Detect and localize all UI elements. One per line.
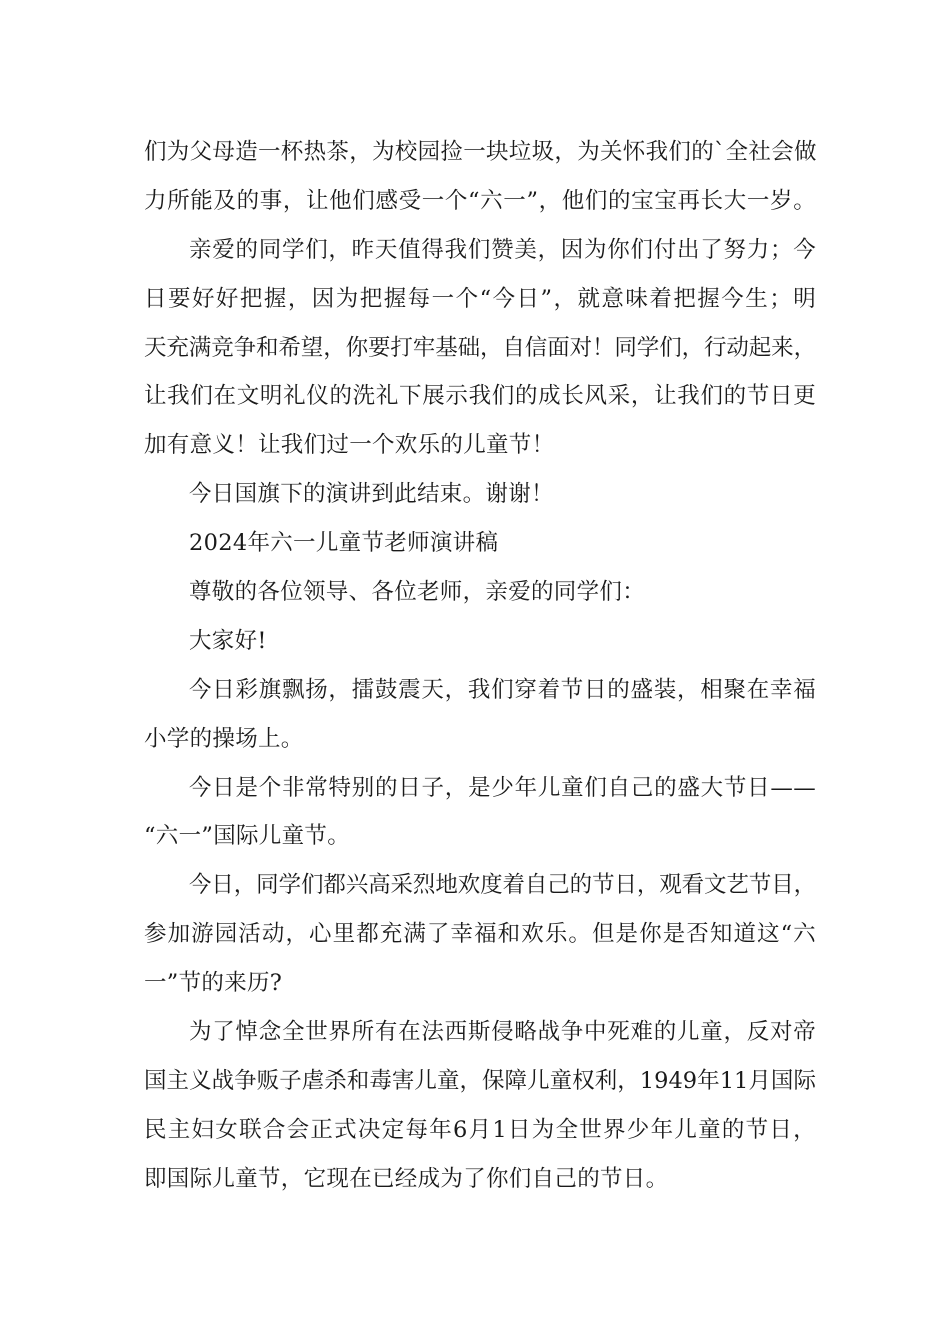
text-line: 日要好好把握，因为把握每一个“今日”，就意味着把握今生；明 (144, 285, 816, 312)
text-line: 国主义战争贩子虐杀和毒害儿童，保障儿童权利，1949年11月国际 (144, 1067, 816, 1094)
text-line: 今日国旗下的演讲到此结束。谢谢！ (189, 481, 554, 508)
text-line: “六一”国际儿童节。 (144, 823, 351, 850)
text-line: 今日，同学们都兴高采烈地欢度着自己的节日，观看文艺节目， (189, 872, 816, 899)
text-line: 小学的操场上。 (144, 725, 304, 752)
text-line: 一”节的来历? (144, 970, 283, 997)
text-line: 们为父母造一杯热茶，为校园捡一块垃圾，为关怀我们的`全社会做 (144, 139, 817, 165)
document-text-body (144, 128, 816, 1204)
salutation-line: 尊敬的各位领导、各位老师，亲爱的同学们： (189, 579, 646, 606)
heading-line: 2024年六一儿童节老师演讲稿 (189, 530, 499, 557)
text-line: 为了悼念全世界所有在法西斯侵略战争中死难的儿童，反对帝 (189, 1019, 816, 1046)
text-line: 力所能及的事，让他们感受一个“六一”，他们的宝宝再长大一岁。 (144, 187, 816, 214)
text-line: 今日彩旗飘扬，擂鼓震天，我们穿着节日的盛装，相聚在幸福 (189, 676, 816, 703)
text-line: 让我们在文明礼仪的洗礼下展示我们的成长风采，让我们的节日更 (144, 383, 816, 410)
text-line: 参加游园活动，心里都充满了幸福和欢乐。但是你是否知道这“六 (144, 921, 816, 948)
text-line: 天充满竞争和希望，你要打牢基础，自信面对！同学们，行动起来， (144, 334, 816, 361)
text-line: 即国际儿童节，它现在已经成为了你们自己的节日。 (144, 1165, 669, 1192)
text-line: 加有意义！让我们过一个欢乐的儿童节！ (144, 432, 555, 459)
greeting-line: 大家好! (189, 627, 267, 654)
text-line: 亲爱的同学们，昨天值得我们赞美，因为你们付出了努力；今 (189, 236, 816, 263)
text-line: 今日是个非常特别的日子，是少年儿童们自己的盛大节日—— (189, 774, 816, 801)
text-line: 民主妇女联合会正式决定每年6月1日为全世界少年儿童的节日， (144, 1116, 816, 1143)
